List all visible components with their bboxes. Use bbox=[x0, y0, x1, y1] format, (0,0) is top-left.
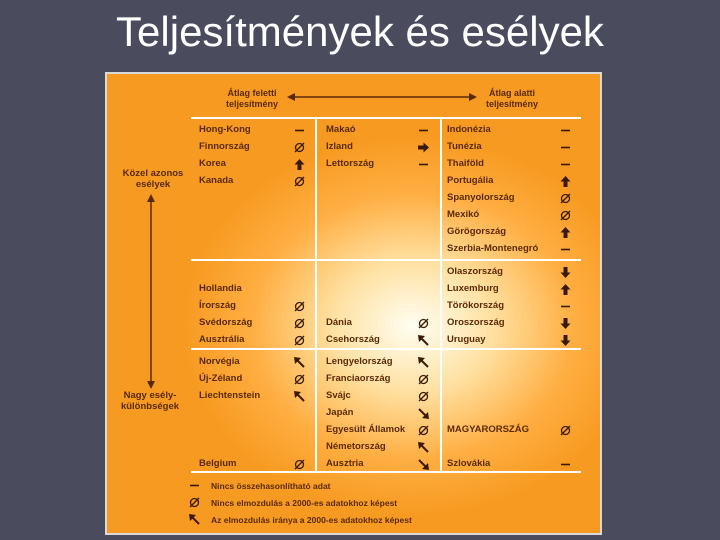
upleft-icon bbox=[294, 357, 305, 368]
legend-text: Az elmozdulás iránya a 2000-es adatokhoz képest bbox=[211, 515, 412, 525]
country-label: Makaó bbox=[326, 124, 356, 135]
up-icon bbox=[560, 227, 571, 238]
up-icon bbox=[560, 284, 571, 295]
vertical-double-arrow bbox=[146, 194, 156, 389]
empty-icon bbox=[294, 374, 305, 385]
upleft-icon bbox=[189, 514, 200, 525]
empty-icon bbox=[560, 210, 571, 221]
country-label: Dánia bbox=[326, 317, 352, 328]
country-label: Görögország bbox=[447, 226, 507, 237]
dash-icon bbox=[560, 301, 571, 312]
country-label: Spanyolország bbox=[447, 192, 515, 203]
country-label: Portugália bbox=[447, 175, 494, 186]
empty-icon bbox=[418, 318, 429, 329]
dash-icon bbox=[560, 142, 571, 153]
empty-icon bbox=[418, 425, 429, 436]
country-label: Korea bbox=[199, 158, 226, 169]
dash-icon bbox=[418, 125, 429, 136]
country-label: Finnország bbox=[199, 141, 250, 152]
country-label: Svédország bbox=[199, 317, 253, 328]
empty-icon bbox=[418, 374, 429, 385]
dash-icon bbox=[418, 159, 429, 170]
down-icon bbox=[560, 318, 571, 329]
empty-icon bbox=[189, 497, 200, 508]
empty-icon bbox=[418, 391, 429, 402]
dash-icon bbox=[189, 480, 200, 491]
legend-text: Nincs összehasonlítható adat bbox=[211, 481, 331, 491]
dash-icon bbox=[560, 159, 571, 170]
up-icon bbox=[294, 159, 305, 170]
grid-line-row1 bbox=[191, 259, 581, 261]
right-icon bbox=[418, 142, 429, 153]
country-label: Izland bbox=[326, 141, 353, 152]
grid-line-col2 bbox=[440, 117, 442, 473]
country-label: Uruguay bbox=[447, 334, 486, 345]
upleft-icon bbox=[418, 357, 429, 368]
dash-icon bbox=[560, 125, 571, 136]
country-label: Svájc bbox=[326, 390, 351, 401]
upleft-icon bbox=[418, 442, 429, 453]
header-below-average: Átlag alatti teljesítmény bbox=[485, 88, 539, 109]
country-label: Lengyelország bbox=[326, 356, 393, 367]
empty-icon bbox=[294, 318, 305, 329]
country-label: Hollandia bbox=[199, 283, 242, 294]
country-label: Japán bbox=[326, 407, 354, 418]
upleft-icon bbox=[294, 391, 305, 402]
legend-text: Nincs elmozdulás a 2000-es adatokhoz képest bbox=[211, 498, 398, 508]
grid-line-row2 bbox=[191, 348, 581, 350]
down-icon bbox=[560, 335, 571, 346]
header-above-average: Átlag feletti teljesítmény bbox=[225, 88, 279, 109]
country-label: Tunézia bbox=[447, 141, 482, 152]
downright-icon bbox=[418, 459, 429, 470]
empty-icon bbox=[294, 142, 305, 153]
country-label: Luxemburg bbox=[447, 283, 499, 294]
empty-icon bbox=[294, 176, 305, 187]
country-label: Szlovákia bbox=[447, 458, 491, 469]
country-label: Indonézia bbox=[447, 124, 491, 135]
country-label: Lettország bbox=[326, 158, 375, 169]
country-label: Norvégia bbox=[199, 356, 240, 367]
country-label: MAGYARORSZÁG bbox=[447, 424, 529, 435]
country-label: Mexikó bbox=[447, 209, 480, 220]
country-label: Németország bbox=[326, 441, 386, 452]
country-label: Írország bbox=[199, 300, 236, 311]
side-label-similar-chances: Közel azonos esélyek bbox=[122, 168, 184, 190]
up-icon bbox=[560, 176, 571, 187]
country-label: Belgium bbox=[199, 458, 237, 469]
country-label: Liechtenstein bbox=[199, 390, 261, 401]
empty-icon bbox=[294, 301, 305, 312]
country-label: Ausztrália bbox=[199, 334, 245, 345]
downright-icon bbox=[418, 408, 429, 419]
country-label: Ausztria bbox=[326, 458, 364, 469]
country-label: Törökország bbox=[447, 300, 505, 311]
diagram-panel bbox=[105, 72, 602, 535]
country-label: Franciaország bbox=[326, 373, 391, 384]
dash-icon bbox=[560, 459, 571, 470]
country-label: Thaiföld bbox=[447, 158, 484, 169]
empty-icon bbox=[560, 425, 571, 436]
country-label: Csehország bbox=[326, 334, 380, 345]
country-label: Kanada bbox=[199, 175, 234, 186]
empty-icon bbox=[294, 335, 305, 346]
dash-icon bbox=[560, 244, 571, 255]
slide-title: Teljesítmények és esélyek bbox=[116, 8, 604, 55]
country-label: Szerbia-Montenegró bbox=[447, 243, 539, 254]
country-label: Oroszország bbox=[447, 317, 505, 328]
country-label: Egyesült Államok bbox=[326, 424, 406, 435]
country-label: Hong-Kong bbox=[199, 124, 251, 135]
dash-icon bbox=[294, 125, 305, 136]
country-label: Olaszország bbox=[447, 266, 503, 277]
empty-icon bbox=[560, 193, 571, 204]
grid-line-col1 bbox=[315, 117, 317, 473]
horizontal-double-arrow bbox=[287, 91, 477, 103]
side-label-large-differences: Nagy esély-különbségek bbox=[120, 390, 180, 412]
empty-icon bbox=[294, 459, 305, 470]
upleft-icon bbox=[418, 335, 429, 346]
grid-line-top bbox=[191, 117, 581, 119]
down-icon bbox=[560, 267, 571, 278]
grid-line-bottom bbox=[191, 471, 581, 473]
country-label: Új-Zéland bbox=[199, 373, 243, 384]
